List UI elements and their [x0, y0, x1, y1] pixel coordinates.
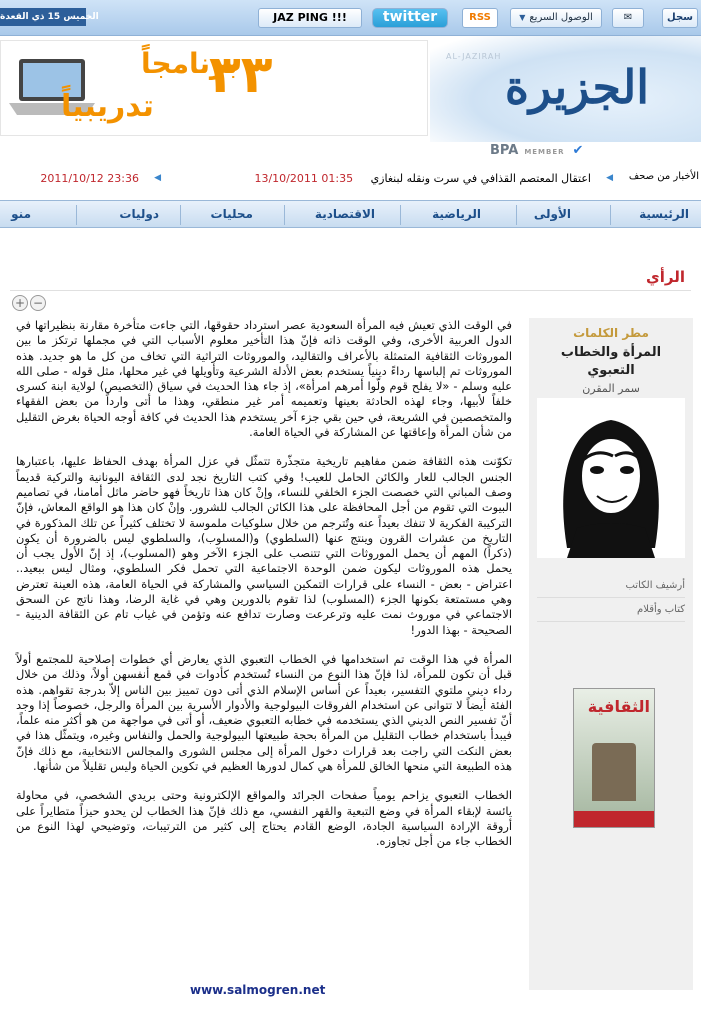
- jaz-ping-button[interactable]: [258, 8, 362, 28]
- nav-item-economy[interactable]: الاقتصادية: [314, 207, 375, 221]
- nav-item-home[interactable]: الرئيسية: [639, 207, 689, 221]
- header-banner: [0, 36, 701, 142]
- divider: [10, 290, 691, 291]
- jaz-ping-label: JAZ PING !!!: [273, 11, 347, 24]
- author-website-link[interactable]: www.salmogren.net: [190, 983, 326, 997]
- zoom-in-icon[interactable]: +: [12, 295, 28, 311]
- magazine-cover[interactable]: [573, 688, 655, 828]
- ticker-item[interactable]: [254, 172, 591, 185]
- rss-button[interactable]: [462, 8, 498, 28]
- author-portrait: [537, 398, 685, 558]
- column-name: مطر الكلمات: [573, 326, 649, 340]
- nav-item-more[interactable]: منو: [11, 207, 31, 221]
- nav-divider: [284, 205, 285, 225]
- nav-divider: [400, 205, 401, 225]
- ad-line-1: برنامجاً: [141, 47, 238, 80]
- section-title: الرأي: [646, 268, 685, 286]
- ticker-item-time: 01:35 13/10/2011: [254, 172, 354, 185]
- register-button[interactable]: [662, 8, 698, 28]
- chevron-down-icon: ▼: [519, 13, 526, 22]
- rss-icon: RSS: [469, 12, 491, 23]
- statue-image: [592, 743, 636, 801]
- article-body: [16, 318, 512, 864]
- ticker-source: الأخبار من صحف: [628, 171, 699, 182]
- writers-link[interactable]: كتاب وأقلام: [537, 598, 685, 622]
- author-archive-link[interactable]: أرشيف الكاتب: [537, 574, 685, 598]
- register-label: سجل: [667, 12, 693, 23]
- ticker-arrow-icon: ◀: [154, 173, 161, 183]
- fast-access-label: الوصول السريع: [529, 12, 593, 23]
- nav-item-international[interactable]: دوليات: [119, 207, 159, 221]
- logo-subtitle: AL-JAZIRAH: [446, 52, 502, 61]
- article-paragraph: في الوقت الذي تعيش فيه المرأة السعودية عصر استرداد حقوقها، التي جاءت متأخرة مقارنة بنظيراتها في الدول العربية الأخرى، وفي الوقت ذاته فإنّ هذا التأخير معلوم الأسباب التي في مجملها ترتكز ما بين الموروثات الثقافية المتمثلة بالأعراف والتقاليد، والموروثات التراثية التي تخاف من كل ما هو جديد. هذه الموروثات تم إلباسها رداءً دينياً يستخدم بعض الأدلة الشرعية وتأويلها في غير محلها، مثل قوله - صلى الله عليه وسلم - «لا يفلح قوم ولّوا أمرهم امرأة»، إذ جاء هذا الحديث في سياق (التخصيص) لولاية ابنة كسرى خلفاً لأبيها، وجاء لهذه الحادثة بعينها وتعميمه أمر غير منطقي، وهذا ما أتى وارداً من بعض الفقهاء والمتخصصين في الشريعة، في حين بقي جزء آخر يستخدم هذا الحديث في كافة أوجه الحياة بغرض التقليل من شأن المرأة وإعاقتها عن المشاركة في الحياة العامة.: [16, 318, 512, 440]
- news-ticker: [0, 166, 701, 192]
- nav-item-local[interactable]: محليات: [210, 207, 253, 221]
- author-name[interactable]: سمر المقرن: [582, 382, 640, 395]
- sidebar-links: [537, 574, 685, 622]
- ticker-item-text: اعتقال المعتصم القذافي في سرت ونقله لبنغازي: [370, 172, 591, 185]
- sidebar-article-title: المرأة والخطاب التعبوي: [560, 345, 662, 378]
- twitter-label: twitter: [382, 9, 438, 25]
- twitter-button[interactable]: [372, 8, 448, 28]
- bpa-member-badge: [490, 143, 583, 158]
- top-bar: [0, 0, 701, 36]
- bpa-member-label: MEMBER: [524, 148, 565, 156]
- nav-item-sports[interactable]: الرياضية: [432, 207, 481, 221]
- article-paragraph: الخطاب التعبوي يزاحم يومياً صفحات الجرائد والمواقع الإلكترونية وحتى بريدي الشخصي، في محاولة يائسة لإبقاء المرأة في وضع التبعية والقهر النفسي، مع ذلك فإنّ هذا الخطاب لن يحدو حيزاً متطايراً على أروقة الإرادة السياسية الجادة، الوضع القادم يحتاج إلى كثير من الترتيبات، وتوضيحي لهذا النوع من الخطاب جاء من أجل تجاوزه.: [16, 788, 512, 849]
- nav-divider: [76, 205, 77, 225]
- main-nav: [0, 200, 701, 228]
- ad-line-2: تدريبياً: [61, 89, 154, 124]
- nav-divider: [516, 205, 517, 225]
- nav-divider: [180, 205, 181, 225]
- fast-access-dropdown[interactable]: [510, 8, 602, 28]
- al-jazirah-logo[interactable]: [430, 36, 701, 142]
- hijri-date: الخميس 15 ذي القعدة: [0, 8, 86, 26]
- article-paragraph: المرأة في هذا الوقت تم استخدامها في الخطاب التعبوي الذي يعارض أي خطوات إصلاحية للمجتمع أولاً قبل أن تكون للمرأة، لذا فإنّ هذا النوع من النساء تُستخدم كأدوات في قمع أنفسهن أولاً، وذلك من خلال رداء ديني ملتوي التفسير، بعيداً عن أساس الإسلام الذي أتى دون تمييز بين الناس إلاّ بدرجة تقواهم. هذه الفئة أيضاً لا تتوانى عن استخدام الفروقات البيولوجية والأدوار الأسرية بين المرأة والرجل، خصوصاً إذا وجد أنّ تفسير النص الديني الذي يستخدمه في خطابه التعبوي ضعيف، أو أتى في مواجهة من هو أكثر منه علماً، فيبدأ باستخدام خطاب التقليل من المرأة بحجة طبيعتها البيولوجية والحمل والنفاس وغيره، ويتمثّل هذا في بعض النكت التي راجت بعد قرارات دخول المرأة إلى مجلس الشورى والمجالس الانتخابية، مع ذلك فإنّ هذه الطبيعة التي منحها الخالق للمرأة هي كمال لدورها العظيم في تكوين الحياة وليس تقليلاً من شأنها.: [16, 651, 512, 774]
- logo-text: الجزيرة: [504, 60, 649, 114]
- bpa-label: BPA: [490, 143, 519, 158]
- mail-icon[interactable]: ✉: [612, 8, 644, 28]
- article-paragraph: تكوّنت هذه الثقافة ضمن مفاهيم تاريخية متجذّرة تتمثّل في عزل المرأة بهدف الحفاظ عليها، باعتبارها الجنس الجالب للعار والكائن الحامل للعيب! وفي كتب التاريخ نجد لدى الثقافة اليونانية والتركية قديماً وصف المباني التي خصصت الجزء الخلفي للنساء، وإنْ كان هذا تاريخاً فهو حاضر ماثل أمامنا، في تصاميم البيوت التي تقوم من أجل المحافظة على هذا الكائن الجالب للشرور. وإنْ كان هذا هو الواقع المعاش، فإنّ التركيبة الفكرية لا تنفك بعيداً عنه وتُترجم من خلال سلوكيات ملموسة لا تختلف كثيراً عن تلك المذكورة في التاريخ من عشرات القرون وينتج عنها (السلطوي) و(المسلوب)، والسلطوي ليس بالضرورة أن يكون (ذكراً) المهم أن يحمل الموروثات التي تتنصب على الجزء الآخر وهو (المسلوب)، إذ إنّ الأول يجب أن يحمل هذه الموروثات ليكون ضمن الوحدة الاجتماعية التي تحمل فكر السلطوي، ومثال ليس ببعيد.. اعتراض - بعض - النساء على قرارات التمكين السياسي والمشاركة في الحياة العامة، هذه العينة تعترض وهي مستمتعة بكونها الجزء (المسلوب) لذا تقوم بالدورين وهي في غاية الرضا، وهذا ناتج عن السحق الاجتماعي في موروث نمت عليه وترعرعت وصارت تدافع عنه وتؤمن في غياب تام عن الثقافة الدينية - الصحيحة - بهذا الدور!: [16, 454, 512, 637]
- zoom-out-icon[interactable]: −: [30, 295, 46, 311]
- magazine-title: الثقافية: [587, 697, 650, 716]
- author-sidebar: [529, 318, 693, 990]
- ticker-arrow-icon: ◀: [606, 173, 613, 183]
- ad-number: ٣٣: [209, 45, 273, 105]
- ticker-item[interactable]: [40, 172, 139, 185]
- zoom-controls: [12, 292, 48, 311]
- magazine-footer: [574, 811, 654, 827]
- ticker-item-time: 23:36 2011/10/12: [40, 172, 139, 185]
- nav-divider: [610, 205, 611, 225]
- nav-item-first[interactable]: الأولى: [533, 207, 571, 221]
- advertisement-banner[interactable]: [0, 40, 428, 136]
- checkmark-icon: ✔: [572, 143, 584, 158]
